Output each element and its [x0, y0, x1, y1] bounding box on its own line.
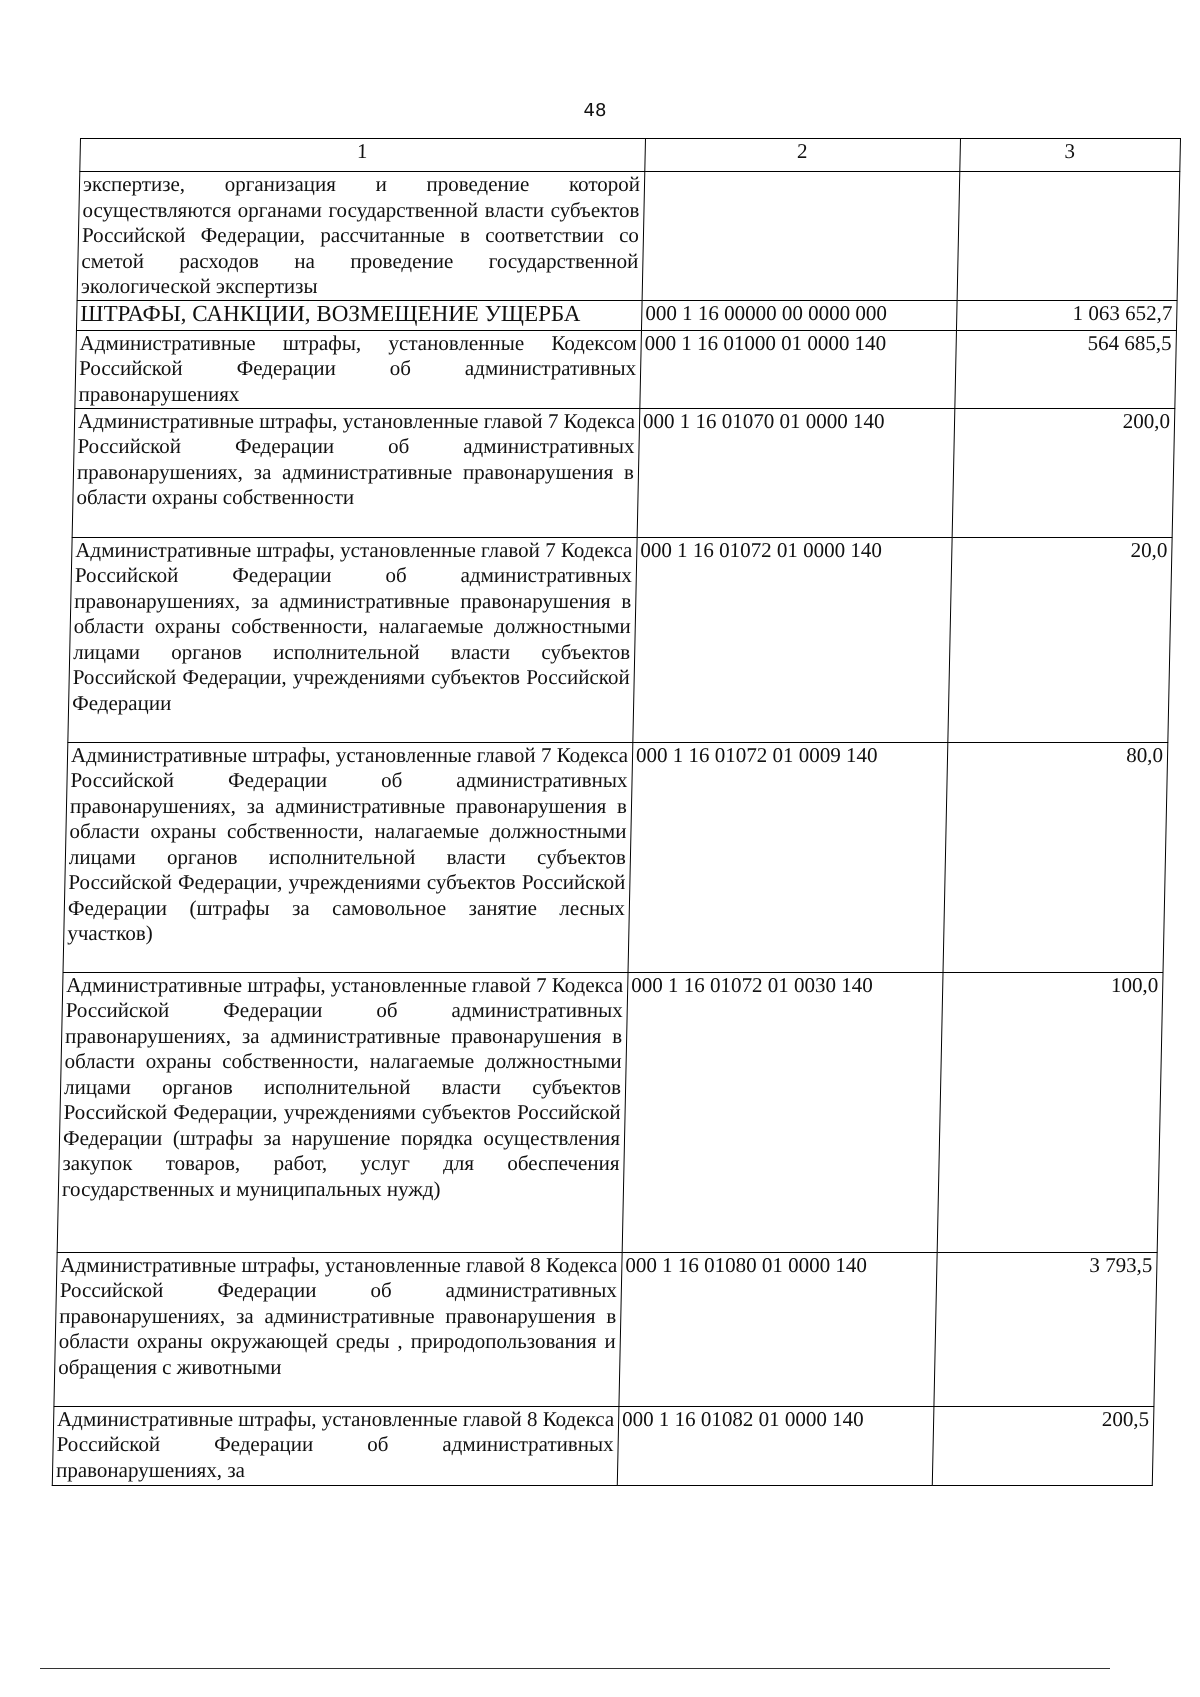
- row-code: 000 1 16 01000 01 0000 140: [640, 330, 957, 408]
- row-code: 000 1 16 01072 01 0030 140: [622, 972, 943, 1252]
- footer-divider: [40, 1668, 1110, 1669]
- row-description: Административные штрафы, установленные главой 7 Кодекса Российской Федерации об административных правонарушениях, за административные правонарушения в области охраны собственности, налагаемые должностными лицами органов исполнительной власти субъектов Российской Федерации, учреждениями субъектов Российской Федерации (штрафы за самовольное занятие лесных участков): [63, 742, 633, 972]
- row-description: Административные штрафы, установленные главой 8 Кодекса Российской Федерации об административных правонарушениях, за административные правонарушения в области охраны окружающей среды , природопользования и обращения с животными: [54, 1252, 622, 1406]
- row-code: 000 1 16 01072 01 0000 140: [633, 537, 952, 742]
- row-code: 000 1 16 01072 01 0009 140: [628, 742, 948, 972]
- row-code: 000 1 16 01080 01 0000 140: [619, 1252, 937, 1406]
- table-header-row: [80, 139, 1181, 172]
- row-description: Административные штрафы, установленные главой 8 Кодекса Российской Федерации об административных правонарушениях, за: [52, 1406, 619, 1485]
- row-code: 000 1 16 01082 01 0000 140: [617, 1406, 934, 1485]
- row-description: ШТРАФЫ, САНКЦИИ, ВОЗМЕЩЕНИЕ УЩЕРБА: [76, 300, 642, 330]
- page-number: 48: [583, 100, 607, 121]
- row-amount: 100,0: [937, 972, 1163, 1252]
- column-header: 3: [960, 139, 1181, 172]
- table-row: [57, 972, 1163, 1252]
- table-row: [72, 408, 1175, 537]
- row-amount: 564 685,5: [955, 330, 1177, 408]
- table-row: [77, 172, 1180, 301]
- row-description: Административные штрафы, установленные Кодексом Российской Федерации об административных правонарушениях: [75, 330, 642, 408]
- table-row: [54, 1252, 1157, 1406]
- row-description: Административные штрафы, установленные главой 7 Кодекса Российской Федерации об административных правонарушениях, за административные правонарушения в области охраны собственности: [72, 408, 640, 537]
- row-code: 000 1 16 01070 01 0000 140: [637, 408, 955, 537]
- row-description: Административные штрафы, установленные главой 7 Кодекса Российской Федерации об административных правонарушениях, за административные правонарушения в области охраны собственности, налагаемые должностными лицами органов исполнительной власти субъектов Российской Федерации, учреждениями субъектов Российской Федерации (штрафы за нарушение порядка осуществления закупок товаров, работ, услуг для обеспечения государственных и муниципальных нужд): [57, 972, 628, 1252]
- row-description: экспертизе, организация и проведение которой осуществляются органами государственной власти субъектов Российской Федерации, рассчитанные в соответствии со сметой расходов на проведение государственной экологической экспертизы: [77, 172, 645, 301]
- table-row: [52, 1406, 1154, 1485]
- row-amount: 3 793,5: [934, 1252, 1157, 1406]
- table-row: [63, 742, 1168, 972]
- row-code: 000 1 16 00000 00 0000 000: [641, 300, 957, 330]
- row-amount: 1 063 652,7: [956, 300, 1177, 330]
- row-description: Административные штрафы, установленные главой 7 Кодекса Российской Федерации об административных правонарушениях, за административные правонарушения в области охраны собственности, налагаемые должностными лицами органов исполнительной власти субъектов Российской Федерации, учреждениями субъектов Российской Федерации: [68, 537, 637, 742]
- table-row: [76, 300, 1177, 330]
- table-row: [68, 537, 1172, 742]
- table-row: [75, 330, 1177, 408]
- row-code: [642, 172, 960, 301]
- row-amount: [957, 172, 1180, 301]
- column-header: 2: [645, 139, 961, 172]
- row-amount: 20,0: [948, 537, 1172, 742]
- row-amount: 200,5: [932, 1406, 1154, 1485]
- column-header: 1: [80, 139, 646, 172]
- row-amount: 80,0: [943, 742, 1168, 972]
- row-amount: 200,0: [952, 408, 1175, 537]
- revenue-table: [52, 138, 1181, 1486]
